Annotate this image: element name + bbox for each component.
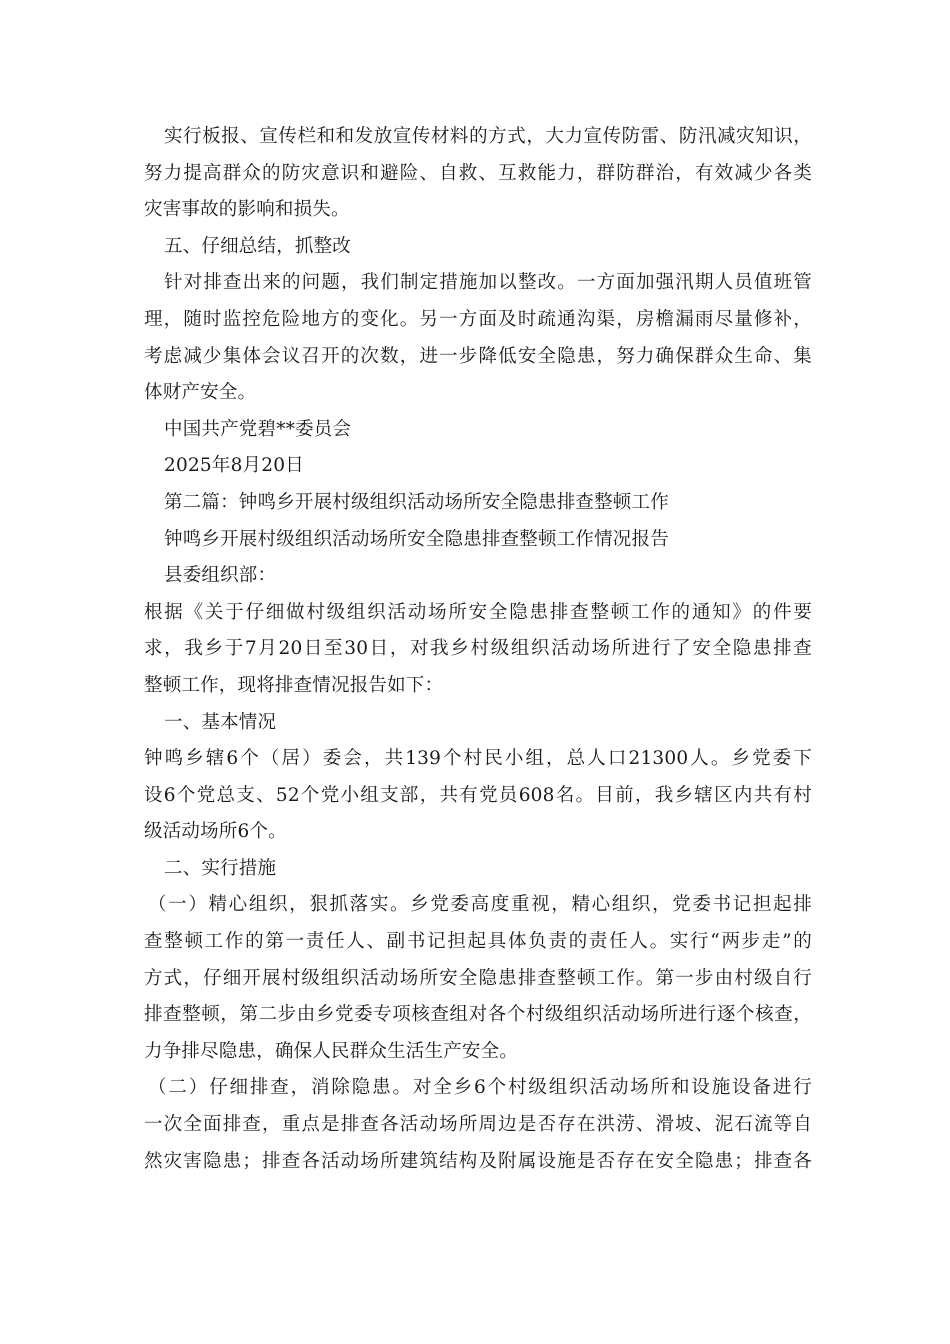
text-line: 力争排尽隐患，确保人民群众生活生产安全。 (144, 1040, 519, 1062)
text-line: （一）精心组织，狠抓落实。乡党委高度重视，精心组织，党委书记担起排 (148, 894, 812, 916)
text-line: 求，我乡于7月20日至30日，对我乡村级组织活动场所进行了安全隐患排查 (144, 638, 812, 660)
document-body (144, 119, 812, 1180)
chapter-title: 第二篇：钟鸣乡开展村级组织活动场所安全隐患排查整顿工作 (164, 491, 669, 513)
text-line: 考虑减少集体会议召开的次数，进一步降低安全隐患，努力确保群众生命、集 (144, 345, 812, 367)
recipient: 县委组织部： (164, 565, 277, 587)
text-line: 针对排查出来的问题，我们制定措施加以整改。一方面加强汛期人员值班管 (164, 272, 812, 294)
text-line: 钟鸣乡辖6个（居）委会，共139个村民小组，总人口21300人。乡党委下 (144, 748, 812, 770)
text-line: 级活动场所6个。 (144, 821, 287, 843)
section-heading: 二、实行措施 (164, 857, 277, 879)
text-line: 实行板报、宣传栏和和发放宣传材料的方式，大力宣传防雷、防汛减灾知识， (164, 126, 812, 147)
text-line: 体财产安全。 (144, 382, 257, 404)
text-line: 查整顿工作的第一责任人、副书记担起具体负责的责任人。实行“两步走”的 (144, 931, 812, 953)
text-line: 灾害事故的影响和损失。 (144, 199, 350, 221)
text-line: 设6个党总支、52个党小组支部，共有党员608名。目前，我乡辖区内共有村 (144, 784, 812, 806)
text-line: 整顿工作，现将排查情况报告如下： (144, 674, 444, 696)
report-title: 钟鸣乡开展村级组织活动场所安全隐患排查整顿工作情况报告 (164, 528, 669, 550)
text-line: 一次全面排查，重点是排查各活动场所周边是否存在洪涝、滑坡、泥石流等自 (144, 1114, 812, 1136)
signature-org: 中国共产党碧**委员会 (164, 418, 352, 440)
text-line: （二）仔细排查，消除隐患。对全乡6个村级组织活动场所和设施设备进行 (148, 1077, 812, 1099)
text-line: 方式，仔细开展村级组织活动场所安全隐患排查整顿工作。第一步由村级自行 (144, 967, 812, 989)
text-line: 理，随时监控危险地方的变化。另一方面及时疏通沟渠，房檐漏雨尽量修补， (144, 308, 812, 330)
text-line: 努力提高群众的防灾意识和避险、自救、互救能力，群防群治，有效减少各类 (144, 162, 812, 184)
section-heading: 一、基本情况 (164, 711, 277, 733)
text-line: 排查整顿，第二步由乡党委专项核查组对各个村级组织活动场所进行逐个核查， (144, 1004, 812, 1026)
signature-date: 2025年8月20日 (164, 455, 304, 477)
text-line: 根据《关于仔细做村级组织活动场所安全隐患排查整顿工作的通知》的件要 (144, 601, 812, 623)
text-line: 然灾害隐患；排查各活动场所建筑结构及附属设施是否存在安全隐患；排查各 (144, 1150, 812, 1172)
section-heading: 五、仔细总结，抓整改 (164, 235, 352, 257)
